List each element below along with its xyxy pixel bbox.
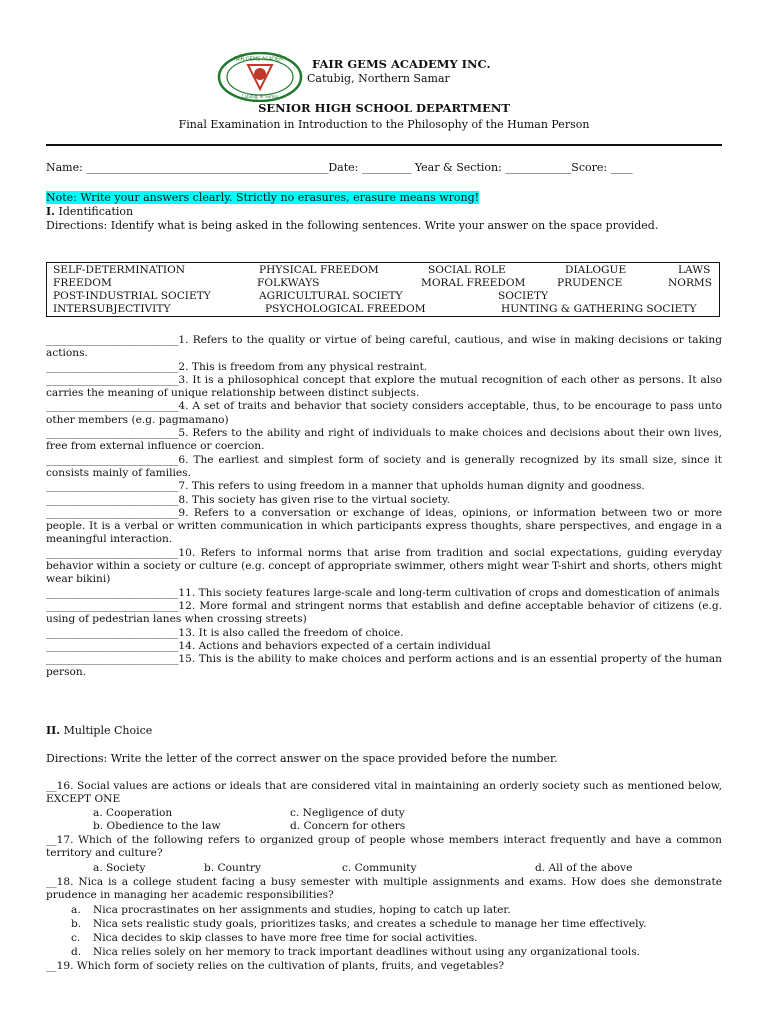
word-bank-item: PRUDENCE [557, 277, 623, 289]
logo-text: FAIR GEMS ACADEMY [233, 56, 287, 63]
word-bank-item: POST-INDUSTRIAL SOCIETY [53, 290, 211, 302]
q16-option-a: a. Cooperation [93, 807, 173, 819]
part2-title: Multiple Choice [60, 724, 153, 737]
part1-title: Identification [54, 205, 134, 218]
word-bank-item: AGRICULTURAL SOCIETY [259, 290, 403, 302]
part2-heading [46, 724, 152, 737]
word-bank-item: PHYSICAL FREEDOM [259, 264, 379, 276]
exam-title: Final Examination in Introduction to the Philosophy of the Human Person [178, 118, 590, 131]
identification-item: _________________________5. Refers to the ability and right of individuals to make choices and decisions about their own lives, free from external influence or coercion. [46, 427, 722, 453]
q16-option-c: c. Negligence of duty [290, 807, 405, 819]
q18-option-b-letter: b. [71, 918, 82, 930]
logo-subtext: Catubig, N. Samar [241, 94, 279, 99]
identification-item: _________________________7. This refers to using freedom in a manner that upholds human dignity and goodness. [46, 480, 645, 493]
word-bank-item: HUNTING & GATHERING SOCIETY [501, 303, 697, 315]
word-bank-item: FOLKWAYS [257, 277, 320, 289]
school-logo [217, 52, 303, 102]
identification-item: _________________________12. More formal and stringent norms that establish and define acceptable behavior of citizens (e.g. using of pedestrian lanes when crossing streets) [46, 599, 722, 626]
part1-directions: Directions: Identify what is being asked in the following sentences. Write your answer on the space provided. [46, 219, 659, 232]
q18-option-c-letter: c. [71, 932, 81, 944]
school-name: FAIR GEMS ACADEMY INC. [312, 57, 491, 71]
word-bank-item: INTERSUBJECTIVITY [53, 303, 171, 315]
identification-item: _________________________10. Refers to informal norms that arise from tradition and social expectations, guiding everyday behavior within a society or culture (e.g. concept of appropriate swimmer, others might wear T-shirt and shorts, others might wear bikini) [46, 546, 722, 586]
question-18: __18. Nica is a college student facing a busy semester with multiple assignments and exams. How does she demonstrate prudence in managing her academic responsibilities? [46, 876, 722, 902]
q16-option-b: b. Obedience to the law [93, 820, 221, 832]
identification-item: _________________________14. Actions and behaviors expected of a certain individual [46, 639, 491, 652]
identification-item: _________________________3. It is a philosophical concept that explore the mutual recognition of each other as persons. It also carries the meaning of unique relationship between distinct subjects. [46, 373, 722, 400]
identification-item: _________________________2. This is freedom from any physical restraint. [46, 360, 428, 373]
question-19: __19. Which form of society relies on the cultivation of plants, fruits, and vegetables? [46, 960, 505, 972]
word-bank-item: FREEDOM [53, 277, 112, 289]
part1-heading [46, 205, 133, 218]
q17-option-b: b. Country [204, 862, 261, 874]
q18-option-d: Nica relies solely on her memory to track important deadlines without using any organizational tools. [93, 946, 641, 958]
word-bank-item: SELF-DETERMINATION [53, 264, 186, 276]
question-16: __16. Social values are actions or ideals that are considered vital in maintaining an orderly society such as mentioned below, EXCEPT ONE [46, 780, 722, 806]
q18-option-d-letter: d. [71, 946, 82, 958]
word-bank-item: SOCIETY [498, 290, 549, 302]
identification-items [46, 334, 722, 680]
identification-item: _________________________11. This society features large-scale and long-term cultivation of crops and domestication of animals [46, 586, 720, 599]
part1-number: I. [46, 205, 55, 218]
word-bank [46, 262, 720, 317]
q18-option-a-letter: a. [71, 904, 81, 916]
part2-number: II. [46, 724, 61, 737]
department-title: SENIOR HIGH SCHOOL DEPARTMENT [258, 101, 510, 115]
q16-option-d: d. Concern for others [290, 820, 406, 832]
student-info-line: Name: ____________________________________________Date: _________ Year & Section: ____________Score: ____ [46, 161, 633, 174]
identification-item: _________________________13. It is also called the freedom of choice. [46, 626, 404, 639]
school-location: Catubig, Northern Samar [307, 72, 450, 85]
word-bank-item: NORMS [668, 277, 713, 289]
identification-item: _________________________9. Refers to a conversation or exchange of ideas, opinions, or information between two or more people. It is a verbal or written communication in which participants express thoughts, share perspectives, and engage in a meaningful interaction. [46, 506, 722, 546]
q17-option-a: a. Society [93, 862, 146, 874]
q17-option-c: c. Community [342, 862, 417, 874]
header-divider [46, 144, 722, 146]
exam-note: Note: Write your answers clearly. Strictly no erasures, erasure means wrong! [46, 191, 480, 204]
q17-option-d: d. All of the above [535, 862, 633, 874]
word-bank-item: MORAL FREEDOM [421, 277, 526, 289]
question-17: __17. Which of the following refers to organized group of people whose members interact frequently and have a common territory and culture? [46, 834, 722, 860]
identification-item: _________________________15. This is the ability to make choices and perform actions and is an essential property of the human person. [46, 653, 722, 679]
word-bank-item: DIALOGUE [565, 264, 627, 276]
word-bank-item: PSYCHOLOGICAL FREEDOM [265, 303, 426, 315]
q18-option-a: Nica procrastinates on her assignments and studies, hoping to catch up later. [93, 904, 511, 916]
word-bank-item: LAWS [678, 264, 711, 276]
q18-option-c: Nica decides to skip classes to have more free time for social activities. [93, 932, 478, 944]
q18-option-b: Nica sets realistic study goals, prioritizes tasks, and creates a schedule to manage her time effectively. [93, 918, 647, 930]
identification-item: _________________________6. The earliest and simplest form of society and is generally recognized by its small size, since it consists mainly of families. [46, 453, 722, 479]
identification-item: _________________________4. A set of traits and behavior that society considers acceptable, thus, to be encourage to pass unto other members (e.g. pagmamano) [46, 400, 722, 426]
identification-item: _________________________8. This society has given rise to the virtual society. [46, 493, 450, 506]
identification-item: _________________________1. Refers to the quality or virtue of being careful, cautious, and wise in making decisions or taking actions. [46, 334, 722, 360]
word-bank-item: SOCIAL ROLE [428, 264, 506, 276]
part2-directions: Directions: Write the letter of the correct answer on the space provided before the number. [46, 752, 558, 765]
